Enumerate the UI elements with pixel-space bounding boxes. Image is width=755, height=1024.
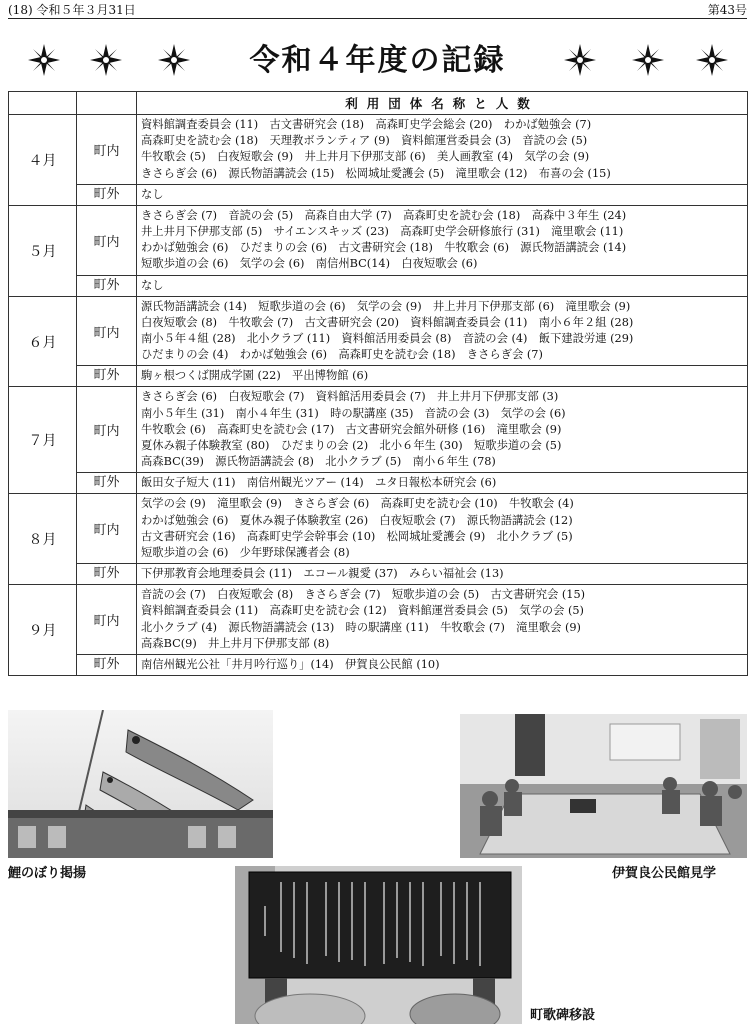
outside-town-entries: 駒ヶ根つくば開成学園 (22) 平出博物館 (6) xyxy=(137,366,748,387)
month-inside-row xyxy=(9,115,748,185)
outside-town-entries: 下伊那教育会地理委員会 (11) エコール親愛 (37) みらい福祉会 (13) xyxy=(137,564,748,585)
outside-town-entries: 飯田女子短大 (11) 南信州観光ツアー (14) ユタ日報松本研究会 (6) xyxy=(137,473,748,494)
entry-line: 源氏物語講読会 (14) 短歌歩道の会 (6) 気学の会 (9) 井上井月下伊那支部 (6) 滝里歌会 (9) xyxy=(141,299,631,313)
column-header: 利用団体名称と人数 xyxy=(137,92,748,115)
entry-line: 資料館調査委員会 (11) 古文書研究会 (18) 高森町史学会総会 (20) わかば勉強会 (7) xyxy=(141,118,592,131)
outside-town-entries: なし xyxy=(137,184,748,205)
entry-line: 白夜短歌会 (8) 牛牧歌会 (7) 古文書研究会 (20) 資料館調査委員会 (11) 南小６年２組 (28) xyxy=(141,315,634,329)
outside-town-label: 町外 xyxy=(77,473,137,494)
entry-line: 気学の会 (9) 滝里歌会 (9) きさらぎ会 (6) 高森町史を読む会 (10) 牛牧歌会 (4) xyxy=(141,497,574,511)
outside-town-label: 町外 xyxy=(77,564,137,585)
issue-number: 第43号 xyxy=(707,3,747,17)
monument-image xyxy=(235,866,522,1024)
table-header-row xyxy=(9,92,748,115)
inside-town-label: 町内 xyxy=(77,205,137,275)
inside-town-entries xyxy=(137,387,748,473)
month-label: ４月 xyxy=(9,115,77,206)
entry-line: 牛牧歌会 (6) 高森町史を読む会 (17) 古文書研究会館外研修 (16) 滝里歌会 (9) xyxy=(141,422,562,436)
carp-streamer-photo xyxy=(8,710,273,858)
title-row xyxy=(8,38,747,84)
entry-line: 南小５年４組 (28) 北小クラブ (11) 資料館活用委員会 (8) 音読の会 (4) 飯下建設労連 (29) xyxy=(141,332,634,346)
entry-line: 井上井月下伊那支部 (5) サイエンスキッズ (23) 高森町史学会研修旅行 (31) 滝里歌会 (11) xyxy=(141,225,624,239)
entry-line: きさらぎ会 (7) 音読の会 (5) 高森自由大学 (7) 高森町史を読む会 (18) 高森中３年生 (24) xyxy=(141,208,627,222)
issue-date: (18) 令和５年３月31日 xyxy=(8,3,136,17)
page-title: 令和４年度の記録 xyxy=(249,43,506,78)
entry-line: わかば勉強会 (6) 夏休み親子体験教室 (26) 白夜短歌会 (7) 源氏物語講読会 (12) xyxy=(141,513,573,527)
entry-line: きさらぎ会 (6) 源氏物語講読会 (15) 松岡城址愛護会 (5) 滝里歌会 (12) 布喜の会 (15) xyxy=(141,166,611,180)
entry-line: 高森町史を読む会 (18) 天理教ボランティア (9) 資料館運営委員会 (3) 音読の会 (5) xyxy=(141,134,588,148)
inside-town-label: 町内 xyxy=(77,387,137,473)
month-outside-row xyxy=(9,184,748,205)
entry-line: 北小クラブ (4) 源氏物語講読会 (13) 時の駅講座 (11) 牛牧歌会 (7) 滝里歌会 (9) xyxy=(141,620,581,634)
meeting-room-image xyxy=(460,714,747,858)
entry-line: 南小５年生 (31) 南小４年生 (31) 時の駅講座 (35) 音読の会 (3) 気学の会 (6) xyxy=(141,406,566,420)
entry-line: 夏休み親子体験教室 (80) ひだまりの会 (2) 北小６年生 (30) 短歌歩道の会 (5) xyxy=(141,439,562,453)
star-icon xyxy=(562,42,598,78)
inside-town-entries xyxy=(137,205,748,275)
month-outside-row xyxy=(9,564,748,585)
carp-streamer-image xyxy=(8,710,273,858)
entry-line: 牛牧歌会 (5) 白夜短歌会 (9) 井上井月下伊那支部 (6) 美人画教室 (4) 気学の会 (9) xyxy=(141,150,590,164)
outside-town-label: 町外 xyxy=(77,184,137,205)
inside-town-label: 町内 xyxy=(77,585,137,655)
star-icon xyxy=(694,42,730,78)
monument-photo xyxy=(235,866,522,1024)
month-label: ５月 xyxy=(9,205,77,296)
page-header xyxy=(8,0,747,19)
inside-town-entries xyxy=(137,296,748,366)
usage-record-table xyxy=(8,91,748,676)
meeting-room-photo xyxy=(460,714,747,858)
month-label: ６月 xyxy=(9,296,77,387)
photo-caption-igara: 伊賀良公民館見学 xyxy=(612,866,717,881)
star-icon xyxy=(630,42,666,78)
entry-line: 高森BC(39) 源氏物語講読会 (8) 北小クラブ (5) 南小６年生 (78) xyxy=(141,455,496,469)
outside-town-label: 町外 xyxy=(77,655,137,676)
month-label: ８月 xyxy=(9,494,77,585)
month-label: ９月 xyxy=(9,585,77,676)
inside-town-entries xyxy=(137,494,748,564)
entry-line: 資料館調査委員会 (11) 高森町史を読む会 (12) 資料館運営委員会 (5) 気学の会 (5) xyxy=(141,604,584,618)
entry-line: 短歌歩道の会 (6) 気学の会 (6) 南信州BC(14) 白夜短歌会 (6) xyxy=(141,257,478,271)
entry-line: きさらぎ会 (6) 白夜短歌会 (7) 資料館活用委員会 (7) 井上井月下伊那支部 (3) xyxy=(141,390,559,404)
inside-town-label: 町内 xyxy=(77,494,137,564)
photo-caption-monument: 町歌碑移設 xyxy=(530,1008,596,1023)
entry-line: 音読の会 (7) 白夜短歌会 (8) きさらぎ会 (7) 短歌歩道の会 (5) 古文書研究会 (15) xyxy=(141,588,586,602)
entry-line: 高森BC(9) 井上井月下伊那支部 (8) xyxy=(141,636,330,650)
month-outside-row xyxy=(9,275,748,296)
inside-town-label: 町内 xyxy=(77,115,137,185)
outside-town-entries: 南信州観光公社「井月吟行巡り」(14) 伊賀良公民館 (10) xyxy=(137,655,748,676)
month-outside-row xyxy=(9,655,748,676)
month-inside-row xyxy=(9,296,748,366)
outside-town-label: 町外 xyxy=(77,366,137,387)
month-label: ７月 xyxy=(9,387,77,494)
inside-town-label: 町内 xyxy=(77,296,137,366)
month-outside-row xyxy=(9,473,748,494)
month-inside-row xyxy=(9,387,748,473)
inside-town-entries xyxy=(137,115,748,185)
month-inside-row xyxy=(9,205,748,275)
entry-line: 古文書研究会 (16) 高森町史学会幹事会 (10) 松岡城址愛護会 (9) 北小クラブ (5) xyxy=(141,529,573,543)
entry-line: 短歌歩道の会 (6) 少年野球保護者会 (8) xyxy=(141,546,350,560)
entry-line: ひだまりの会 (4) わかば勉強会 (6) 高森町史を読む会 (18) きさらぎ会 (7) xyxy=(141,348,543,362)
month-inside-row xyxy=(9,494,748,564)
outside-town-label: 町外 xyxy=(77,275,137,296)
entry-line: わかば勉強会 (6) ひだまりの会 (6) 古文書研究会 (18) 牛牧歌会 (6) 源氏物語講読会 (14) xyxy=(141,241,627,255)
photo-caption-carp: 鯉のぼり掲揚 xyxy=(8,866,87,881)
month-inside-row xyxy=(9,585,748,655)
outside-town-entries: なし xyxy=(137,275,748,296)
month-outside-row xyxy=(9,366,748,387)
inside-town-entries xyxy=(137,585,748,655)
